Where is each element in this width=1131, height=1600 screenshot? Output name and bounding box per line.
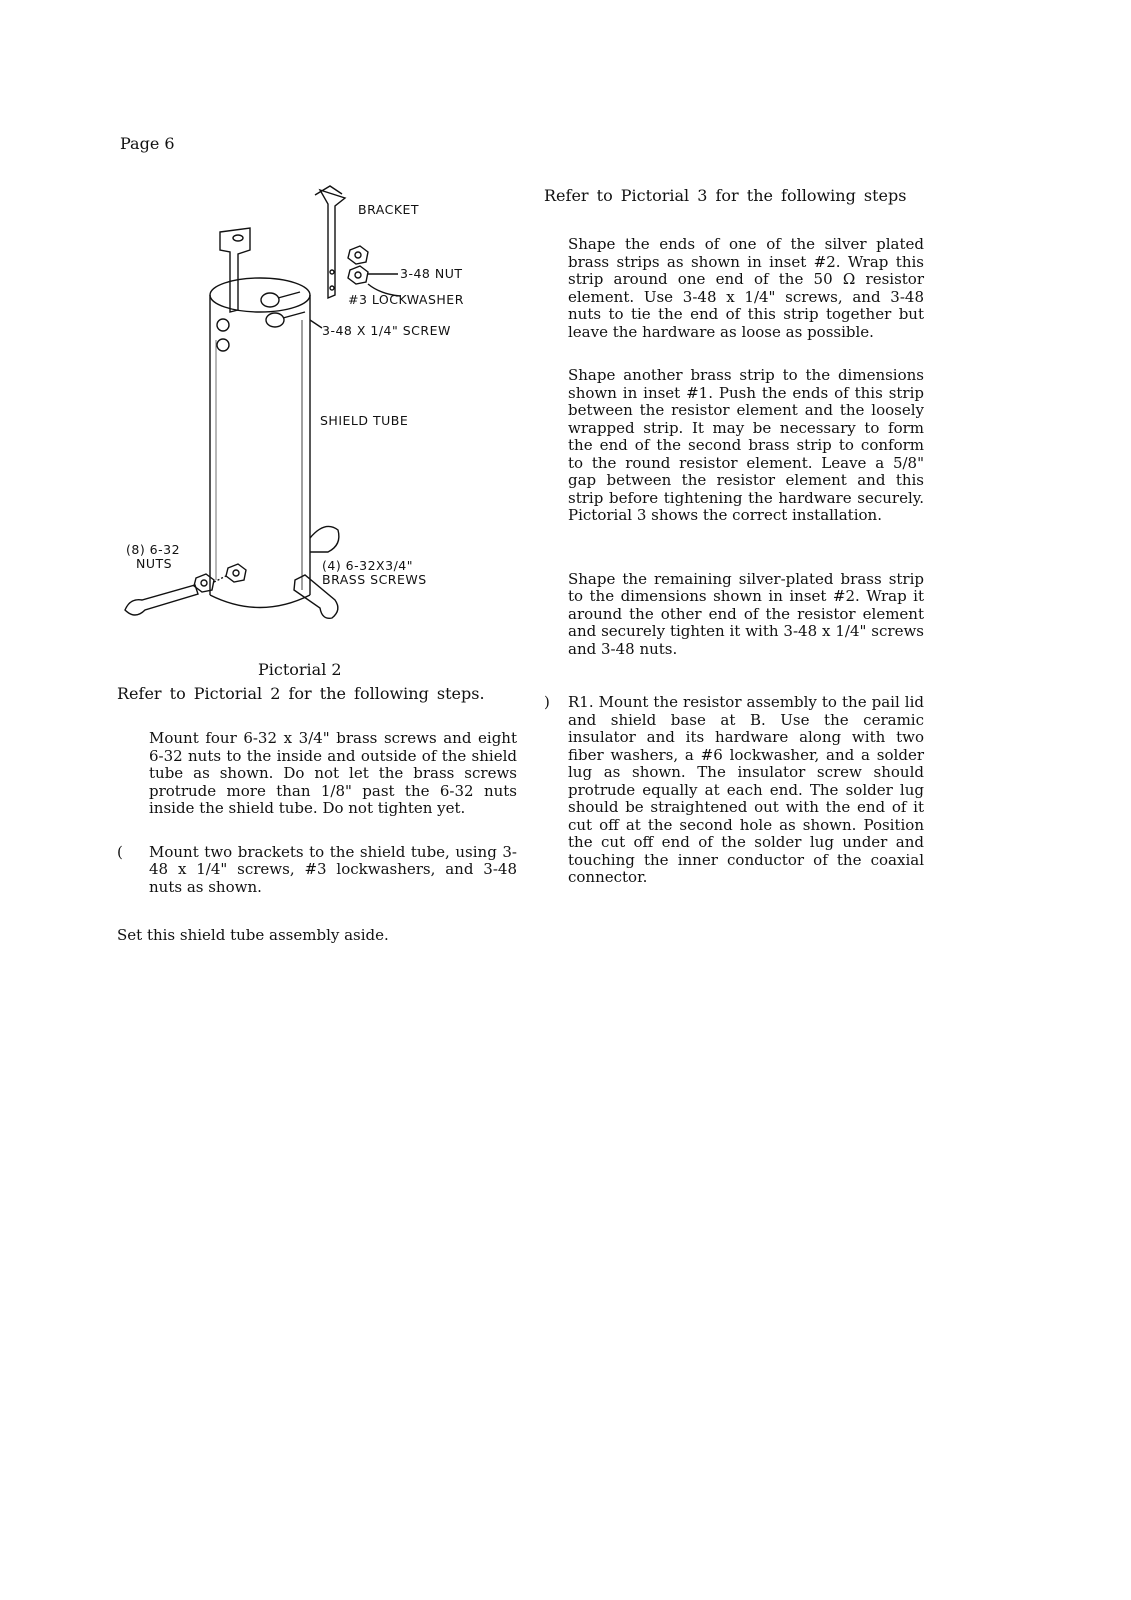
right-step-4 (544, 694, 924, 887)
left-column (117, 684, 517, 944)
left-bracket-nut (217, 319, 229, 331)
figure-caption: Pictorial 2 (258, 660, 342, 679)
step-text: R1. Mount the resistor assembly to the pail lid and shield base at B. Use the ceramic insulator and its hardware along with two fiber washers, a #6 lockwasher, and a solder lug as shown. The insulator screw should protrude equally at each end. The solder lug should be straightened out with the end of it cut off at the second hole as shown. Position the cut off end of the solder lug under and touching the inner conductor of the coaxial connector. (568, 693, 924, 886)
label-shield-tube: SHIELD TUBE (320, 413, 409, 428)
brass-screw-right-upper (310, 526, 339, 552)
screw-head-2 (266, 313, 284, 327)
small-nut-2 (348, 266, 368, 284)
tube-bottom-rim (210, 595, 310, 608)
label-nuts: NUTS (136, 556, 173, 571)
screw-head-1 (261, 293, 279, 307)
label-nuts-count: (8) 6-32 (126, 542, 181, 557)
label-brass-screws: BRASS SCREWS (322, 572, 427, 587)
pictorial-2-figure (110, 180, 530, 650)
right-column (544, 186, 924, 887)
step-text: Mount two brackets to the shield tube, using 3-48 x 1/4" screws, #3 lockwashers, and 3-48 nuts as shown. (149, 842, 517, 896)
left-step-1 (117, 730, 517, 818)
label-brass-screws-count: (4) 6-32X3/4" (322, 558, 413, 573)
small-nut-1 (348, 246, 368, 264)
tube-top-rim (210, 278, 310, 312)
shield-tube-assembly-drawing (110, 180, 530, 650)
step-text: Shape another brass strip to the dimensions shown in inset #1. Push the ends of this strip between the resistor element and the loosely wrapped strip. It may be necessary to form the end of the second brass strip to conform to the round resistor element. Leave a 5/8" gap between the resistor element and this strip before tightening the hardware securely. Pictorial 3 shows the correct installation. (568, 366, 924, 524)
step-marker: ) (544, 693, 550, 711)
outer-nut-front (226, 564, 246, 582)
right-step-3 (544, 571, 924, 659)
right-bracket (320, 190, 345, 298)
right-intro: Refer to Pictorial 3 for the following steps (544, 186, 907, 205)
step-text: Shape the remaining silver-plated brass strip to the dimensions shown in inset #2. Wrap it around the other end of the resistor element and securely tighten it with 3-48 x 1/4" screws and 3-48 nuts. (568, 569, 924, 658)
brass-screw-left (125, 585, 198, 615)
step-text: Shape the ends of one of the silver plated brass strips as shown in inset #2. Wrap this strip around one end of the 50 Ω resistor element. Use 3-48 x 1/4" screws, and 3-48 nuts to tie the end of this strip together but leave the hardware as loose as possible. (568, 235, 924, 341)
page-number: Page 6 (120, 134, 175, 153)
label-bracket: BRACKET (358, 202, 420, 217)
step-text: Mount four 6-32 x 3/4" brass screws and eight 6-32 nuts to the inside and outside of the shield tube as shown. Do not let the brass screws protrude more than 1/8" past the 6-32 nuts inside the shield tube. Do not tighten yet. (149, 729, 517, 817)
left-step-2 (117, 844, 517, 897)
label-nut: 3-48 NUT (400, 266, 463, 281)
left-outro: Set this shield tube assembly aside. (117, 926, 389, 944)
label-lockwasher: #3 LOCKWASHER (348, 292, 464, 307)
left-intro: Refer to Pictorial 2 for the following steps. (117, 684, 485, 703)
right-step-2 (544, 367, 924, 525)
right-step-1 (544, 236, 924, 341)
step-marker: ( (117, 842, 123, 861)
label-screw: 3-48 X 1/4" SCREW (322, 323, 451, 338)
